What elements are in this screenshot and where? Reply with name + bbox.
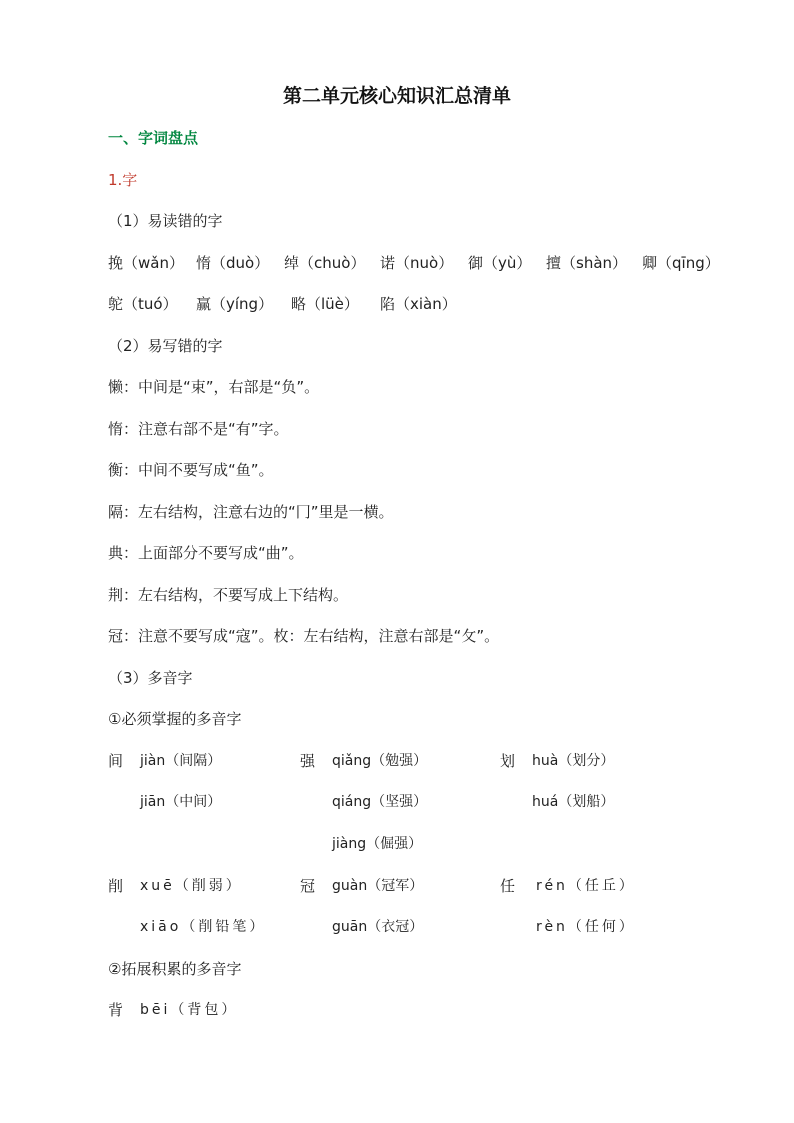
miswrite-line: 懒：中间是“束”，右部是“负”。 [108, 378, 320, 396]
poly-reading: guān（衣冠） [332, 919, 424, 935]
poly-reading: xiāo（削铅笔） [140, 919, 267, 935]
page-title: 第二单元核心知识汇总清单 [282, 85, 511, 107]
poly-reading: rén（任丘） [536, 878, 636, 894]
section-heading: 一、字词盘点 [108, 129, 199, 147]
extension-heading: ②拓展积累的多音字 [108, 960, 242, 978]
part-heading-polyphone: （3）多音字 [108, 669, 193, 687]
poly-reading: huà（划分） [532, 753, 615, 769]
miswrite-line: 荆：左右结构，不要写成上下结构。 [108, 586, 349, 604]
poly-char: 冠 [300, 877, 316, 895]
miswrite-line: 冠：注意不要写成“寇”。枚：左右结构，注意右部是“攵”。 [108, 627, 500, 645]
subsection-heading: 1.字 [108, 171, 138, 189]
poly-reading: jiàn（间隔） [140, 753, 222, 769]
misread-item: 诺（nuò） [380, 254, 454, 272]
misread-item: 擅（shàn） [546, 254, 628, 272]
poly-char: 间 [108, 752, 124, 770]
must-know-heading: ①必须掌握的多音字 [108, 710, 242, 728]
miswrite-line: 隔：左右结构，注意右边的“冂”里是一横。 [108, 503, 394, 521]
poly-reading: jiàng（倔强） [332, 836, 423, 852]
poly-reading: xuē（削弱） [140, 878, 243, 894]
misread-item: 惰（duò） [196, 254, 270, 272]
misread-item: 挽（wǎn） [108, 254, 184, 272]
misread-item: 绰（chuò） [284, 254, 366, 272]
misread-item: 赢（yíng） [196, 295, 274, 313]
poly-reading: bēi（背包） [140, 1002, 239, 1018]
misread-item: 御（yù） [468, 254, 532, 272]
part-heading-miswrite: （2）易写错的字 [108, 337, 223, 355]
poly-reading: huá（划船） [532, 794, 615, 810]
poly-reading: jiān（中间） [140, 794, 222, 810]
poly-char: 划 [500, 752, 516, 770]
misread-item: 鸵（tuó） [108, 295, 178, 313]
misread-item: 陷（xiàn） [380, 295, 457, 313]
misread-item: 略（lüè） [291, 295, 359, 313]
miswrite-line: 典：上面部分不要写成“曲”。 [108, 544, 304, 562]
poly-char: 任 [500, 877, 516, 895]
miswrite-line: 衡：中间不要写成“鱼”。 [108, 461, 274, 479]
poly-char: 削 [108, 877, 124, 895]
poly-char: 背 [108, 1001, 124, 1019]
poly-reading: qiǎng（勉强） [332, 753, 428, 769]
miswrite-line: 惰：注意右部不是“有”字。 [108, 420, 289, 438]
poly-reading: qiáng（坚强） [332, 794, 428, 810]
poly-char: 强 [300, 752, 316, 770]
misread-item: 卿（qīng） [642, 254, 720, 272]
poly-reading: rèn（任何） [536, 919, 636, 935]
poly-reading: guàn（冠军） [332, 878, 424, 894]
part-heading-misread: （1）易读错的字 [108, 212, 223, 230]
